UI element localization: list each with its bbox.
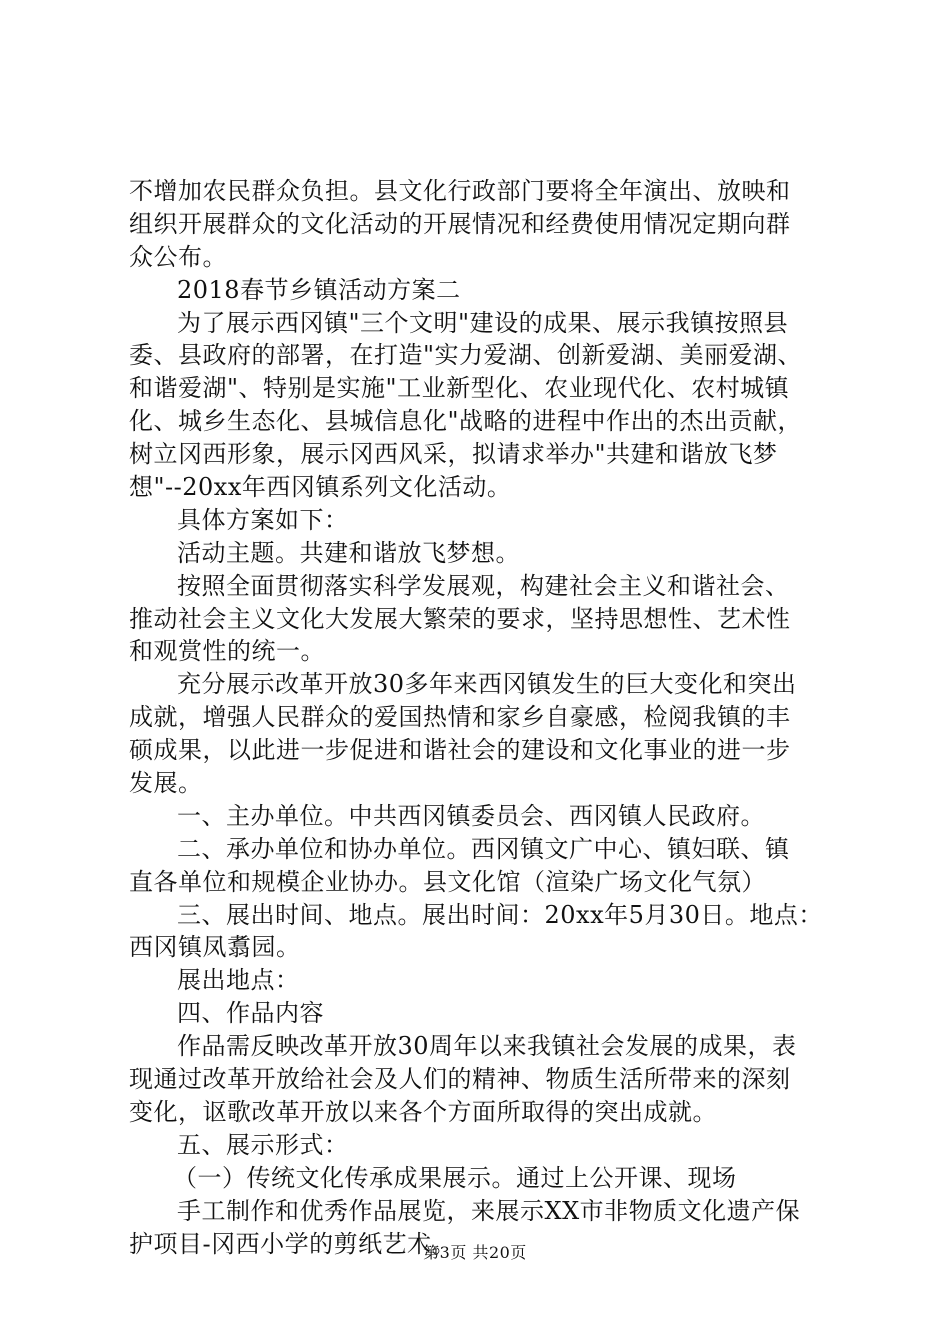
text-line: 活动主题。共建和谐放飞梦想。 xyxy=(177,538,520,567)
text-line: 作品需反映改革开放30周年以来我镇社会发展的成果，表 xyxy=(177,1032,797,1061)
text-line: 为了展示西冈镇"三个文明"建设的成果、展示我镇按照县 xyxy=(177,308,789,337)
text-line: 四、作品内容 xyxy=(177,999,324,1028)
document-body xyxy=(129,175,831,1260)
text-line: 发展。 xyxy=(129,769,203,798)
text-line: 委、县政府的部署，在打造"实力爱湖、创新爱湖、美丽爱湖、 xyxy=(129,341,803,370)
text-line: 二、承办单位和协办单位。西冈镇文广中心、镇妇联、镇 xyxy=(177,834,790,863)
text-line: 想"--20xx年西冈镇系列文化活动。 xyxy=(129,473,512,502)
text-line: 和观赏性的统一。 xyxy=(129,637,325,666)
text-line: 硕成果，以此进一步促进和谐社会的建设和文化事业的进一步 xyxy=(129,736,791,765)
text-line: 推动社会主义文化大发展大繁荣的要求，坚持思想性、艺术性 xyxy=(129,604,791,633)
text-line: （一）传统文化传承成果展示。通过上公开课、现场 xyxy=(173,1163,737,1192)
text-line: 展出地点： xyxy=(177,966,300,995)
text-line: 西冈镇凤翥园。 xyxy=(129,933,301,962)
text-line: 具体方案如下： xyxy=(177,505,349,534)
text-line: 树立冈西形象，展示冈西风采，拟请求举办"共建和谐放飞梦 xyxy=(129,440,778,469)
text-line: 直各单位和规模企业协办。县文化馆（渲染广场文化气氛） xyxy=(129,867,766,896)
text-line: 化、城乡生态化、县城信息化"战略的进程中作出的杰出贡献， xyxy=(129,407,803,436)
text-line: 组织开展群众的文化活动的开展情况和经费使用情况定期向群 xyxy=(129,209,791,238)
text-line: 变化，讴歌改革开放以来各个方面所取得的突出成就。 xyxy=(129,1097,717,1126)
section-heading: 2018春节乡镇活动方案二 xyxy=(177,275,461,304)
page-footer: 第3页 共20页 xyxy=(423,1243,527,1262)
text-line: 五、展示形式： xyxy=(177,1130,349,1159)
text-line: 手工制作和优秀作品展览，来展示XX市非物质文化遗产保 xyxy=(177,1196,801,1225)
text-line: 充分展示改革开放30多年来西冈镇发生的巨大变化和突出 xyxy=(177,670,797,699)
text-line: 不增加农民群众负担。县文化行政部门要将全年演出、放映和 xyxy=(129,177,791,205)
text-line: 按照全面贯彻落实科学发展观，构建社会主义和谐社会、 xyxy=(177,571,790,600)
text-line: 三、展出时间、地点。展出时间：20xx年5月30日。地点： xyxy=(177,900,823,929)
text-line: 和谐爱湖"、特别是实施"工业新型化、农业现代化、农村城镇 xyxy=(129,374,790,403)
text-line: 众公布。 xyxy=(129,242,227,271)
text-line: 成就，增强人民群众的爱国热情和家乡自豪感，检阅我镇的丰 xyxy=(129,703,791,732)
text-line: 护项目-冈西小学的剪纸艺术。 xyxy=(129,1229,457,1258)
text-line: 一、主办单位。中共西冈镇委员会、西冈镇人民政府。 xyxy=(177,801,765,830)
text-line: 现通过改革开放给社会及人们的精神、物质生活所带来的深刻 xyxy=(129,1065,791,1094)
